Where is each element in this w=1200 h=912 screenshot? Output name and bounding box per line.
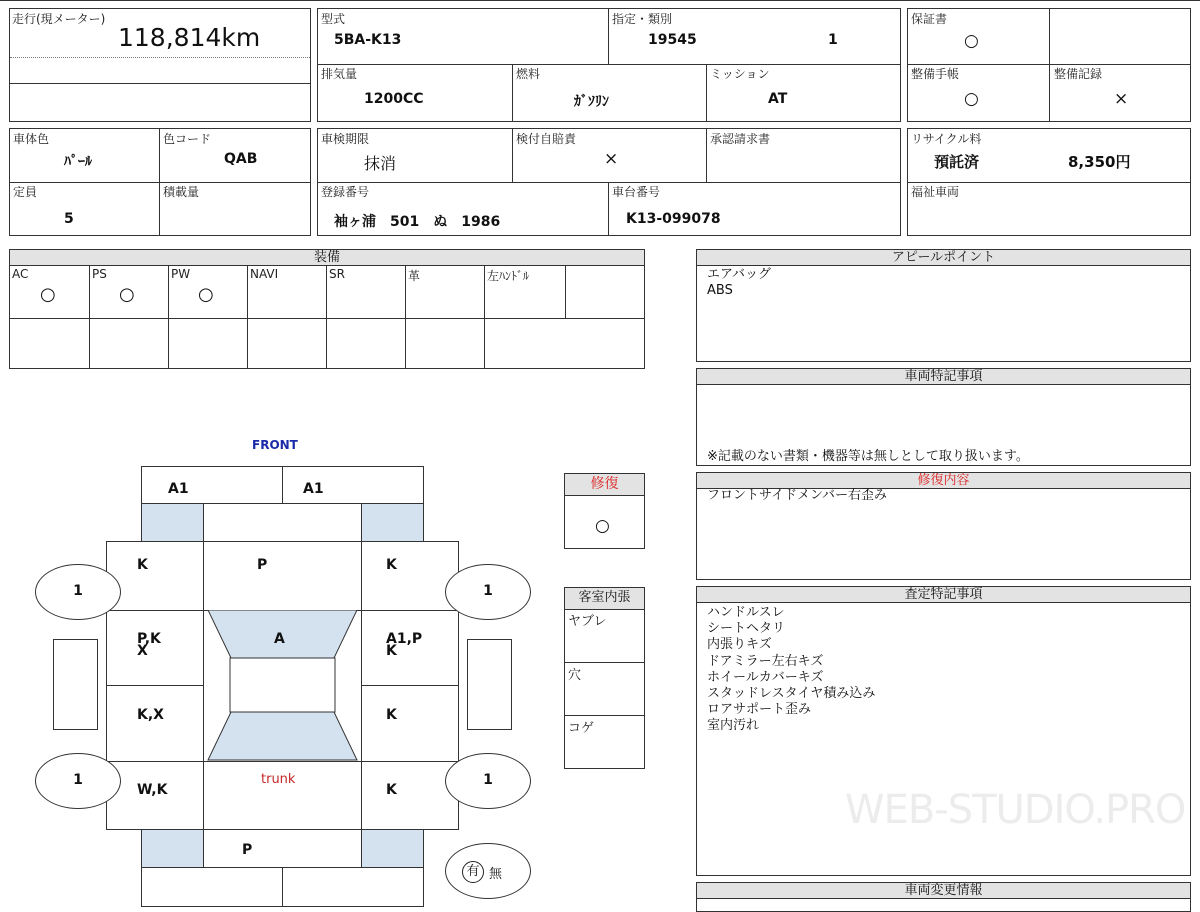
tire-rear-right-value: 1 — [483, 772, 493, 788]
equip-ps-label: PS — [92, 267, 107, 281]
equip-sr-label: SR — [329, 267, 345, 281]
designation-value-1: 19545 — [648, 32, 697, 48]
body-color-label: 車体色 — [13, 132, 50, 146]
code-windshield: A — [274, 631, 285, 647]
tire-front-right-value: 1 — [483, 583, 493, 599]
interior-tear-label: ヤブレ — [568, 614, 607, 629]
code-door-front-right: A1,P K — [386, 631, 423, 659]
chassis-value: K13-099078 — [626, 211, 721, 227]
interior-title: 客室内張 — [565, 588, 644, 610]
interior-burn-label: コゲ — [568, 721, 595, 736]
assessment-lines: ハンドルスレ シートヘタリ 内張りキズ ドアミラー左右キズ ホイールカバーキズ スタッドレスタイヤ積み込み ロアサポート歪み 室内汚れ — [707, 605, 876, 734]
interior-box — [564, 587, 645, 769]
rear-bumper-right[interactable] — [282, 867, 424, 907]
divider — [10, 83, 310, 84]
repair-content-text: フロントサイドメンバー右歪み — [707, 488, 888, 503]
divider — [318, 64, 900, 65]
welfare-label: 福祉車両 — [911, 185, 960, 199]
code-door-front-left: P,K X — [137, 631, 161, 659]
mileage-value: 118,814km — [118, 23, 261, 52]
front-right-pillar — [361, 503, 424, 542]
vehicle-notes-title: 車両特記事項 — [697, 369, 1190, 385]
code-quarter-rear-right: K — [386, 782, 397, 798]
top-strip — [0, 0, 1200, 1]
divider — [89, 266, 90, 368]
vehicle-notes-note: ※記載のない書類・機器等は無しとして取り扱います。 — [707, 449, 1029, 464]
mileage-box — [9, 8, 311, 122]
equip-navi-label: NAVI — [250, 267, 279, 281]
appeal-panel — [696, 249, 1191, 362]
divider — [706, 64, 707, 122]
service-record-label: 整備記録 — [1054, 67, 1103, 81]
repair-value: ○ — [595, 516, 610, 536]
color-code-value: QAB — [224, 151, 258, 167]
code-rear-panel: P — [242, 842, 253, 858]
tire-rear-left[interactable] — [35, 753, 121, 809]
quarter-rear-right[interactable] — [361, 761, 459, 830]
tire-front-left-value: 1 — [73, 583, 83, 599]
equip-ac-mark: ○ — [40, 284, 56, 305]
color-code-label: 色コード — [163, 132, 212, 146]
quarter-rear-left[interactable] — [106, 761, 204, 830]
watermark: WEB-STUDIO.PRO — [845, 787, 1186, 833]
rear-panel[interactable] — [203, 829, 362, 868]
divider — [1049, 9, 1050, 121]
recycle-amount: 8,350円 — [1068, 153, 1131, 171]
fuel-label: 燃料 — [516, 67, 541, 81]
divider — [484, 266, 485, 368]
repair-content-title: 修復内容 — [697, 473, 1190, 489]
recycle-label: リサイクル料 — [911, 132, 982, 146]
transmission-value: AT — [768, 91, 788, 107]
vehicle-change-title: 車両変更情報 — [697, 883, 1190, 899]
divider — [512, 64, 513, 122]
repair-title: 修復 — [565, 474, 644, 496]
service-book-value: ○ — [964, 89, 979, 109]
trunk-label: trunk — [261, 772, 296, 787]
designation-value-2: 1 — [828, 32, 838, 48]
divider — [247, 266, 248, 368]
divider — [10, 57, 310, 59]
code-hood: P — [257, 557, 268, 573]
inspection-value: 抹消 — [364, 154, 397, 173]
spare-tire[interactable] — [445, 843, 531, 899]
door-rear-right[interactable] — [361, 685, 459, 762]
mirror-left[interactable] — [53, 639, 98, 730]
displacement-label: 排気量 — [321, 67, 358, 81]
rear-right-pillar — [361, 829, 424, 868]
inspection-label: 車検期限 — [321, 132, 370, 146]
fender-front-left[interactable] — [106, 541, 204, 611]
equip-ac-label: AC — [12, 267, 29, 281]
registration-value: 袖ヶ浦 501 ぬ 1986 — [334, 214, 501, 230]
documents-box — [907, 8, 1191, 122]
vehicle-change-panel — [696, 882, 1191, 912]
transmission-label: ミッション — [710, 67, 770, 81]
code-fender-front-right: K — [386, 557, 397, 573]
capacity-value: 5 — [64, 211, 74, 227]
equip-leather-label: 革 — [408, 269, 421, 283]
repair-box — [564, 473, 645, 549]
divider — [10, 182, 310, 183]
tire-rear-right[interactable] — [445, 753, 531, 809]
appeal-title: アピールポイント — [697, 250, 1190, 266]
front-bumper-left[interactable] — [141, 466, 283, 504]
mileage-label: 走行(現メーター) — [12, 12, 106, 26]
designation-label: 指定・類別 — [612, 12, 673, 26]
divider — [565, 715, 644, 716]
insurance-value: × — [604, 149, 619, 169]
hood[interactable] — [203, 541, 362, 611]
model-value: 5BA-K13 — [334, 32, 402, 48]
chassis-label: 車台番号 — [612, 185, 661, 199]
assessment-title: 査定特記事項 — [697, 587, 1190, 603]
model-label: 型式 — [321, 12, 346, 26]
rear-bumper-left[interactable] — [141, 867, 283, 907]
divider — [10, 318, 644, 319]
displacement-value: 1200CC — [364, 91, 424, 107]
divider — [706, 129, 707, 182]
spec-box — [317, 8, 901, 122]
equip-pw-label: PW — [171, 267, 191, 281]
code-front-bumper-left: A1 — [168, 481, 189, 497]
equipment-table — [9, 249, 645, 369]
front-left-pillar — [141, 503, 204, 542]
tire-front-left[interactable] — [35, 564, 121, 620]
divider — [608, 9, 609, 64]
code-door-rear-left: K,X — [137, 707, 164, 723]
divider — [512, 129, 513, 182]
divider — [318, 182, 900, 183]
equipment-title: 装備 — [10, 250, 644, 266]
service-book-label: 整備手帳 — [911, 67, 960, 81]
divider — [565, 266, 566, 318]
interior-hole-label: 穴 — [568, 668, 582, 683]
divider — [168, 266, 169, 368]
warranty-value: ○ — [964, 31, 979, 51]
door-rear-left[interactable] — [106, 685, 204, 762]
spare-no: 無 — [489, 867, 503, 882]
tire-rear-left-value: 1 — [73, 772, 83, 788]
roof-panel — [230, 658, 335, 712]
front-panel[interactable] — [203, 503, 362, 542]
divider — [565, 662, 644, 663]
registration-label: 登録番号 — [321, 185, 370, 199]
registration-box — [317, 128, 901, 236]
equip-pw-mark: ○ — [198, 284, 214, 305]
code-quarter-rear-left: W,K — [137, 782, 168, 798]
divider — [608, 182, 609, 235]
warranty-label: 保証書 — [911, 12, 948, 26]
appeal-lines: エアバッグ ABS — [707, 267, 771, 298]
insurance-label: 検付自賠責 — [516, 132, 577, 146]
capacity-label: 定員 — [13, 185, 38, 199]
service-record-value: × — [1114, 89, 1129, 109]
tire-front-right[interactable] — [445, 564, 531, 620]
diagram-front-label: FRONT — [252, 438, 298, 452]
divider — [405, 266, 406, 368]
trunk[interactable] — [203, 761, 362, 830]
rear-left-pillar — [141, 829, 204, 868]
door-front-left[interactable] — [106, 610, 204, 686]
fuel-value: ｶﾞｿﾘﾝ — [574, 94, 609, 110]
body-color-value: ﾊﾟｰﾙ — [64, 154, 92, 170]
rear-glass — [208, 712, 357, 760]
approval-label: 承認請求書 — [710, 132, 771, 146]
repair-content-panel — [696, 472, 1191, 580]
front-bumper-right[interactable] — [282, 466, 424, 504]
color-box — [9, 128, 311, 236]
assessment-panel — [696, 586, 1191, 876]
fender-front-right[interactable] — [361, 541, 459, 611]
equip-lhd-label: 左ﾊﾝﾄﾞﾙ — [487, 269, 530, 283]
load-label: 積載量 — [163, 185, 200, 199]
code-door-rear-right: K — [386, 707, 397, 723]
spare-yes: 有 — [462, 861, 484, 883]
divider — [326, 266, 327, 368]
door-front-right[interactable] — [361, 610, 459, 686]
recycle-box — [907, 128, 1191, 236]
code-front-bumper-right: A1 — [303, 481, 324, 497]
recycle-status: 預託済 — [934, 153, 980, 171]
mirror-right[interactable] — [467, 639, 512, 730]
vehicle-notes-panel — [696, 368, 1191, 466]
equip-ps-mark: ○ — [119, 284, 135, 305]
code-fender-front-left: K — [137, 557, 148, 573]
